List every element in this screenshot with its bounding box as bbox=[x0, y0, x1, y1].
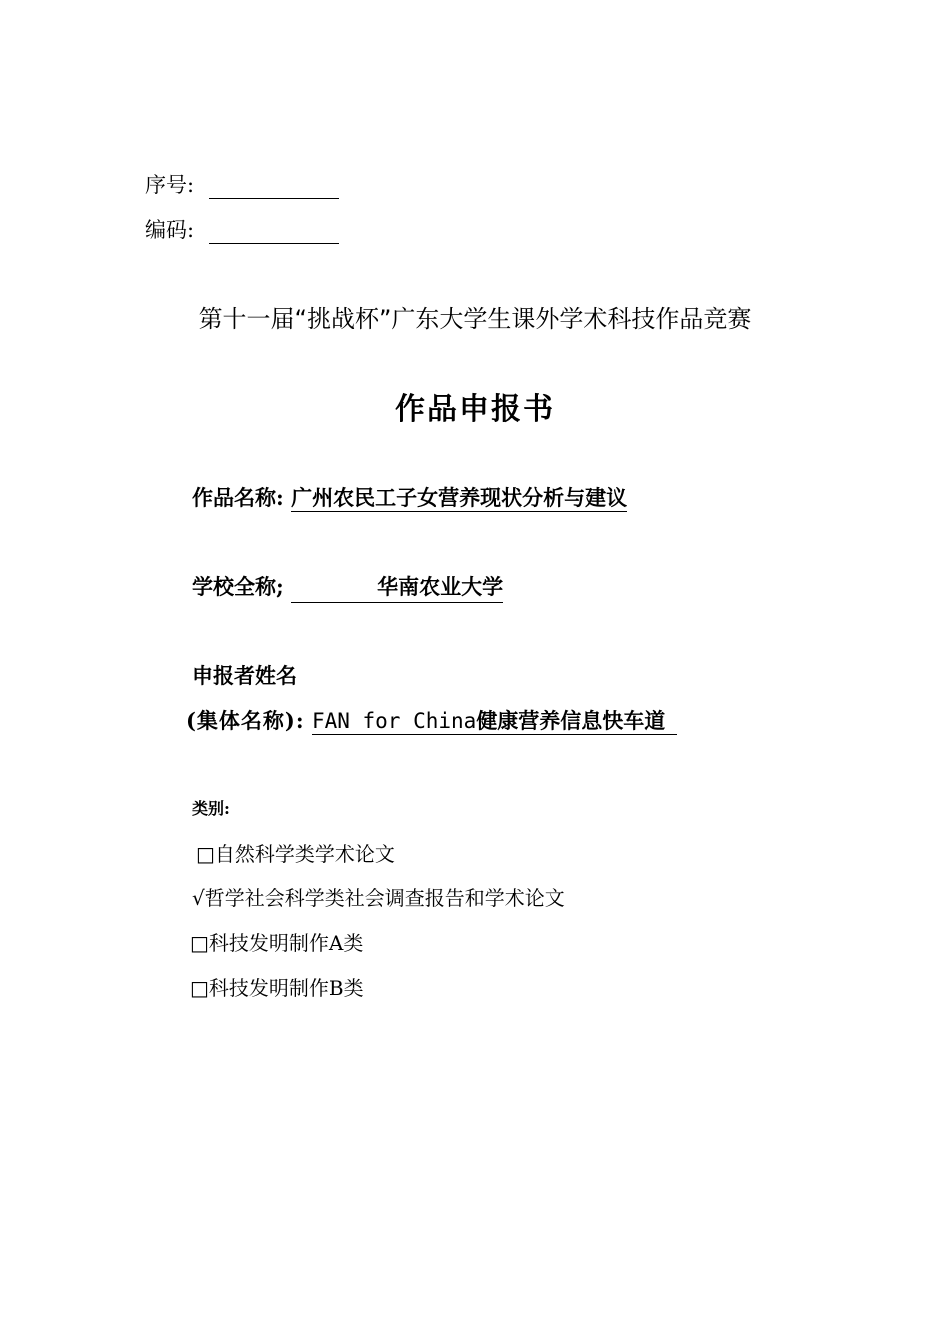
school-label: 学校全称; bbox=[192, 574, 284, 599]
serial-number-blank bbox=[209, 176, 339, 199]
applicant-value bbox=[312, 708, 677, 735]
category-item bbox=[190, 929, 363, 957]
checkmark-icon: √ bbox=[192, 886, 205, 910]
category-item-label: 科技发明制作B类 bbox=[208, 976, 364, 1000]
applicant-value-latin: FAN for China bbox=[311, 709, 477, 733]
category-item-label: 科技发明制作A类 bbox=[208, 931, 364, 955]
school-field bbox=[192, 573, 503, 603]
checkbox-icon: □ bbox=[196, 842, 215, 866]
applicant-field bbox=[186, 707, 677, 735]
category-label: 类别: bbox=[192, 799, 230, 818]
applicant-value-cn: 健康营养信息快车道 bbox=[476, 708, 666, 733]
document-title: 作品申报书 bbox=[395, 392, 555, 427]
code-blank bbox=[209, 221, 339, 244]
serial-number-field bbox=[145, 171, 339, 199]
school-value: 华南农业大学 bbox=[291, 573, 503, 603]
category-item bbox=[196, 840, 395, 868]
category-item-label: 自然科学类学术论文 bbox=[214, 842, 395, 866]
category-item-label: 哲学社会科学类社会调查报告和学术论文 bbox=[204, 886, 565, 910]
category-item bbox=[192, 884, 565, 912]
category-item bbox=[190, 974, 364, 1002]
work-name-label: 作品名称: bbox=[192, 485, 284, 510]
collective-name-label: (集体名称): bbox=[186, 708, 305, 733]
code-field bbox=[145, 216, 339, 244]
applicant-label: 申报者姓名 bbox=[192, 663, 297, 688]
serial-number-label: 序号: bbox=[145, 173, 195, 197]
work-name-value: 广州农民工子女营养现状分析与建议 bbox=[291, 485, 628, 510]
work-name-field bbox=[192, 484, 627, 512]
checkbox-icon: □ bbox=[190, 931, 209, 955]
checkbox-icon: □ bbox=[190, 976, 209, 1000]
code-label: 编码: bbox=[145, 218, 195, 242]
competition-title: 第十一届“挑战杯”广东大学生课外学术科技作品竞赛 bbox=[198, 305, 752, 333]
